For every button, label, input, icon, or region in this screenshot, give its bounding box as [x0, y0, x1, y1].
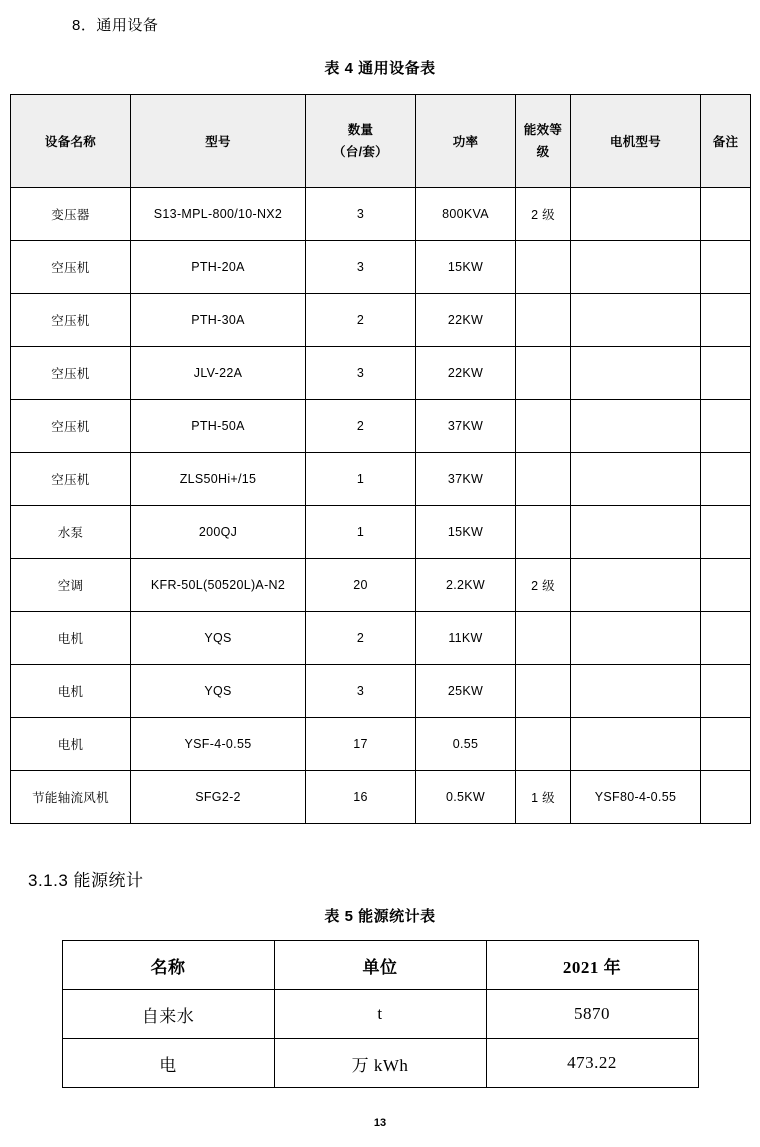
cell-efficiency-grade — [516, 400, 571, 453]
cell-power: 22KW — [416, 347, 516, 400]
cell-value: 473.22 — [486, 1039, 698, 1088]
cell-power: 37KW — [416, 400, 516, 453]
cell-efficiency-grade — [516, 347, 571, 400]
cell-equipment-name: 电机 — [11, 665, 131, 718]
cell-model: SFG2-2 — [131, 771, 306, 824]
cell-remark — [701, 294, 751, 347]
cell-model: PTH-30A — [131, 294, 306, 347]
cell-motor-model — [571, 665, 701, 718]
cell-motor-model — [571, 347, 701, 400]
cell-name: 电 — [62, 1039, 274, 1088]
header-year-2021: 2021 年 — [486, 941, 698, 990]
table-row — [11, 188, 751, 241]
cell-model: PTH-50A — [131, 400, 306, 453]
cell-equipment-name: 空压机 — [11, 400, 131, 453]
cell-remark — [701, 771, 751, 824]
cell-model: JLV-22A — [131, 347, 306, 400]
cell-remark — [701, 559, 751, 612]
cell-unit: 万 kWh — [274, 1039, 486, 1088]
table-row — [11, 718, 751, 771]
cell-efficiency-grade — [516, 506, 571, 559]
cell-remark — [701, 506, 751, 559]
cell-unit: t — [274, 990, 486, 1039]
table-row — [11, 612, 751, 665]
equipment-table-head — [11, 95, 751, 188]
cell-equipment-name: 电机 — [11, 612, 131, 665]
cell-model: YQS — [131, 665, 306, 718]
cell-quantity: 20 — [306, 559, 416, 612]
table-row — [11, 453, 751, 506]
cell-model: 200QJ — [131, 506, 306, 559]
cell-power: 0.5KW — [416, 771, 516, 824]
energy-table-body — [62, 990, 698, 1088]
header-efficiency-grade — [516, 95, 571, 188]
header-quantity-line1: 数量 — [347, 123, 374, 137]
table-row — [11, 294, 751, 347]
cell-motor-model — [571, 400, 701, 453]
cell-quantity: 1 — [306, 506, 416, 559]
cell-model: YQS — [131, 612, 306, 665]
cell-efficiency-grade: 2 级 — [516, 188, 571, 241]
header-model: 型号 — [131, 95, 306, 188]
table-row — [62, 1039, 698, 1088]
header-remark: 备注 — [701, 95, 751, 188]
cell-model: YSF-4-0.55 — [131, 718, 306, 771]
header-motor-model: 电机型号 — [571, 95, 701, 188]
energy-table-caption: 表 5 能源统计表 — [324, 908, 436, 925]
cell-motor-model — [571, 453, 701, 506]
equipment-table-container — [10, 94, 750, 824]
cell-efficiency-grade — [516, 665, 571, 718]
table-row — [11, 400, 751, 453]
document-page — [0, 14, 760, 1147]
energy-table — [62, 940, 699, 1088]
cell-efficiency-grade — [516, 241, 571, 294]
cell-efficiency-grade — [516, 294, 571, 347]
cell-power: 800KVA — [416, 188, 516, 241]
header-quantity — [306, 95, 416, 188]
table-row — [11, 241, 751, 294]
cell-quantity: 17 — [306, 718, 416, 771]
cell-remark — [701, 453, 751, 506]
cell-name: 自来水 — [62, 990, 274, 1039]
table-row — [11, 347, 751, 400]
cell-quantity: 2 — [306, 612, 416, 665]
cell-motor-model — [571, 506, 701, 559]
cell-power: 15KW — [416, 506, 516, 559]
cell-power: 0.55 — [416, 718, 516, 771]
equipment-table-caption: 表 4 通用设备表 — [324, 60, 436, 77]
header-quantity-line2: （台/套） — [333, 145, 388, 159]
cell-remark — [701, 241, 751, 294]
header-efficiency-line1: 能效等 — [523, 123, 563, 137]
table-row — [11, 771, 751, 824]
table-header-row — [62, 941, 698, 990]
header-name: 名称 — [62, 941, 274, 990]
cell-quantity: 3 — [306, 188, 416, 241]
header-equipment-name: 设备名称 — [11, 95, 131, 188]
cell-power: 2.2KW — [416, 559, 516, 612]
header-efficiency-line2: 级 — [536, 145, 550, 159]
cell-equipment-name: 空压机 — [11, 453, 131, 506]
section-heading: 8．通用设备 — [72, 17, 159, 34]
cell-motor-model — [571, 294, 701, 347]
table-row — [62, 990, 698, 1039]
cell-equipment-name: 空调 — [11, 559, 131, 612]
cell-power: 22KW — [416, 294, 516, 347]
cell-quantity: 3 — [306, 665, 416, 718]
table-row — [11, 665, 751, 718]
cell-motor-model — [571, 241, 701, 294]
cell-equipment-name: 空压机 — [11, 241, 131, 294]
cell-efficiency-grade — [516, 453, 571, 506]
cell-remark — [701, 188, 751, 241]
cell-power: 25KW — [416, 665, 516, 718]
cell-model: ZLS50Hi+/15 — [131, 453, 306, 506]
cell-remark — [701, 665, 751, 718]
cell-equipment-name: 变压器 — [11, 188, 131, 241]
cell-power: 15KW — [416, 241, 516, 294]
cell-efficiency-grade: 2 级 — [516, 559, 571, 612]
cell-motor-model — [571, 188, 701, 241]
cell-equipment-name: 空压机 — [11, 294, 131, 347]
cell-equipment-name: 节能轴流风机 — [11, 771, 131, 824]
cell-efficiency-grade — [516, 718, 571, 771]
cell-motor-model — [571, 718, 701, 771]
table-row — [11, 559, 751, 612]
equipment-table — [10, 94, 751, 824]
cell-value: 5870 — [486, 990, 698, 1039]
cell-model: S13-MPL-800/10-NX2 — [131, 188, 306, 241]
header-unit: 单位 — [274, 941, 486, 990]
cell-efficiency-grade — [516, 612, 571, 665]
cell-efficiency-grade: 1 级 — [516, 771, 571, 824]
cell-quantity: 3 — [306, 347, 416, 400]
cell-model: KFR-50L(50520L)A-N2 — [131, 559, 306, 612]
cell-motor-model — [571, 559, 701, 612]
table-row — [11, 506, 751, 559]
cell-equipment-name: 水泵 — [11, 506, 131, 559]
cell-model: PTH-20A — [131, 241, 306, 294]
equipment-table-body — [11, 188, 751, 824]
energy-table-container — [0, 940, 760, 1088]
cell-quantity: 2 — [306, 294, 416, 347]
cell-quantity: 1 — [306, 453, 416, 506]
cell-quantity: 16 — [306, 771, 416, 824]
cell-quantity: 3 — [306, 241, 416, 294]
cell-remark — [701, 347, 751, 400]
page-number: 13 — [373, 1117, 387, 1129]
header-power: 功率 — [416, 95, 516, 188]
cell-quantity: 2 — [306, 400, 416, 453]
cell-equipment-name: 空压机 — [11, 347, 131, 400]
cell-remark — [701, 400, 751, 453]
subsection-heading: 3.1.3 能源统计 — [28, 871, 144, 890]
cell-motor-model: YSF80-4-0.55 — [571, 771, 701, 824]
cell-power: 11KW — [416, 612, 516, 665]
cell-motor-model — [571, 612, 701, 665]
cell-remark — [701, 612, 751, 665]
cell-remark — [701, 718, 751, 771]
cell-power: 37KW — [416, 453, 516, 506]
table-header-row — [11, 95, 751, 188]
cell-equipment-name: 电机 — [11, 718, 131, 771]
energy-table-head — [62, 941, 698, 990]
